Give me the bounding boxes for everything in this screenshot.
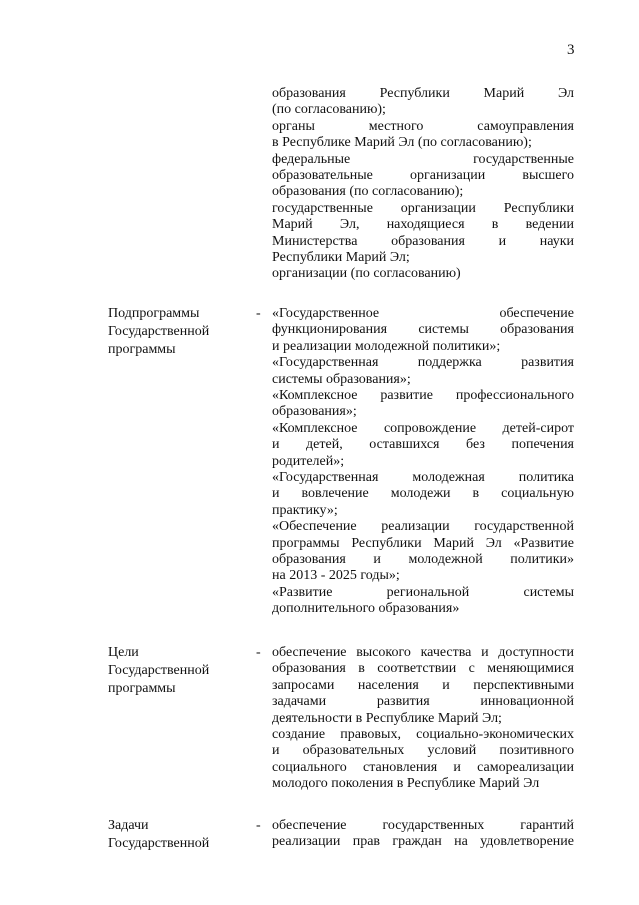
row-value-line: «Комплексное развитие профессионального [272,388,574,403]
row-value-line: на 2013 - 2025 годы»; [272,568,400,584]
row-value-line: «Государственная молодежная политика [272,470,574,485]
row-value-line: «Государственное обеспечение [272,306,574,321]
row-value-line: программы Республики Марий Эл «Развитие [272,535,574,551]
row-value-line: образования»; [272,404,357,420]
row-value-line: обеспечение высокого качества и доступности [272,645,574,660]
row-value-line: федеральные государственные [272,151,574,167]
row-value-line: и образовательных условий позитивного [272,743,574,759]
row-value-line: в Республике Марий Эл (по согласованию); [272,135,532,151]
row-value-line: молодого поколения в Республике Марий Эл [272,776,540,792]
row-value-line: образовательные организации высшего [272,168,574,183]
row-value-line: системы образования»; [272,371,411,387]
row-value-line: задачами развития инновационной [272,694,574,710]
row-value-line: реализации прав граждан на удовлетворение [272,834,574,850]
row-value-line: практику»; [272,502,338,518]
row-value-line: «Государственная поддержка развития [272,355,574,371]
row-label-line: программы [108,342,176,357]
row-dash: - [256,645,261,660]
row-label-goals [108,644,248,698]
row-label-line: Государственной [108,836,210,851]
row-value-line: «Комплексное сопровождение детей-сирот [272,420,574,436]
row-label-line: Подпрограммы [108,306,200,321]
row-dash: - [256,306,261,321]
row-value-line: органы местного самоуправления [272,118,574,134]
row-value-line: запросами населения и перспективными [272,677,574,693]
row-value-line: социального становления и самореализации [272,759,574,775]
row-value-line: создание правовых, социально-экономических [272,727,574,742]
row-dash: - [256,818,261,833]
row-value-line: Республики Марий Эл; [272,250,410,265]
row-label-line: Государственной [108,324,210,339]
row-value-line: государственные организации Республики [272,200,574,216]
row-value-line: и детей, оставшихся без попечения [272,437,574,453]
row-value-line: (по согласованию); [272,102,386,118]
row-value-line: функционирования системы образования [272,322,574,338]
row-value-line: образования (по согласованию); [272,184,464,200]
row-label-tasks [108,817,248,853]
row-value-line: дополнительного образования» [272,601,460,617]
row-label-subprograms [108,305,248,359]
row-label-line: программы [108,681,176,696]
row-value-line: родителей»; [272,453,345,469]
row-label-line: Задачи [108,818,149,833]
row-value-line: «Обеспечение реализации государственной [272,519,574,535]
row-value-line: организации (по согласованию) [272,266,461,282]
row-value-line: «Развитие региональной системы [272,584,574,600]
row-value-line: и реализации молодежной политики»; [272,338,501,354]
page-number: 3 [567,42,575,58]
row-label-line: Государственной [108,663,210,678]
row-value-line: образования Республики Марий Эл [272,86,574,101]
row-value-line: Марий Эл, находящиеся в ведении [272,217,574,233]
row-value-line: и вовлечение молодежи в социальную [272,486,574,502]
row-value-line: Министерства образования и науки [272,233,574,249]
row-value-line: образования и молодежной политики» [272,552,574,567]
row-value-line: образования в соответствии с меняющимися [272,661,574,677]
row-value-line: деятельности в Республике Марий Эл; [272,710,502,726]
row-label-line: Цели [108,645,139,660]
row-value-line: обеспечение государственных гарантий [272,818,574,833]
